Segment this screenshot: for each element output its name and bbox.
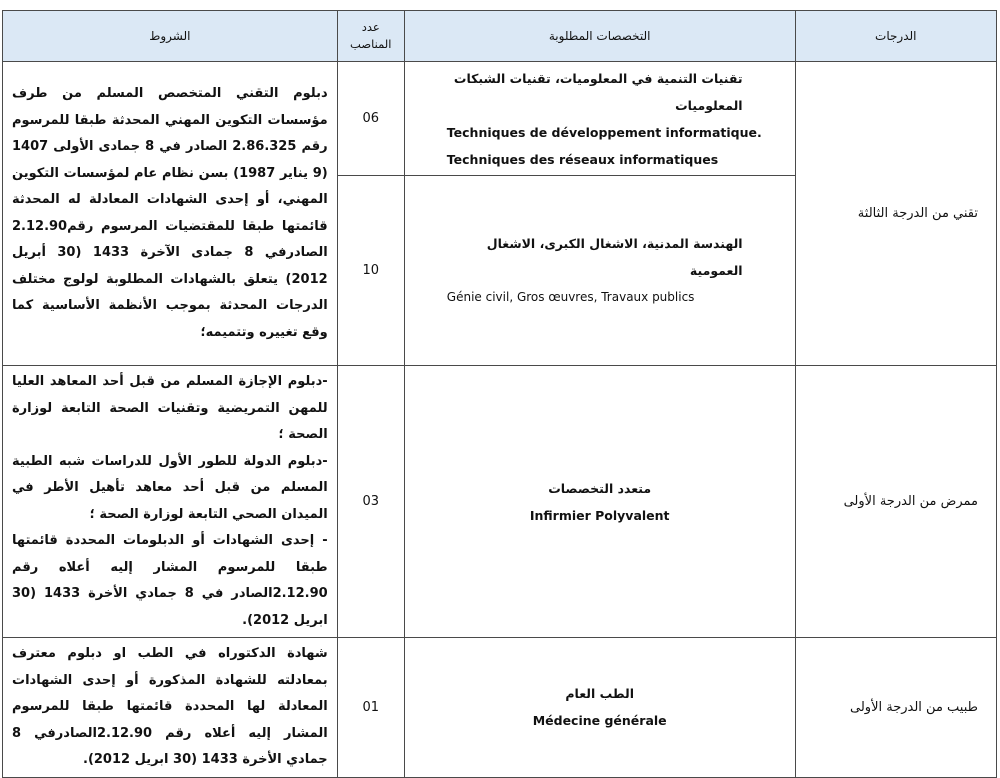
conditions-cell: [3, 638, 338, 778]
conditions-text: شهادة الدكتوراه في الطب او دبلوم معترف بمعادلته للشهادة المذكورة أو إحدى الشهادات المعادلة لها المحددة قائمتها طبقا للمرسوم المشار إليه أعلاه رقم 2.12.90الصادرفي 8 جمادي الأخرة 1433 (30 ابريل 2012).: [12, 646, 328, 767]
specialty-cell: [404, 62, 795, 176]
posts-cell: 10: [337, 176, 404, 366]
specialty-cell: [404, 366, 795, 638]
specialty-fr: Génie civil, Gros œuvres, Travaux publics: [446, 290, 695, 304]
grade-cell: طبيب من الدرجة الأولى: [795, 638, 996, 778]
conditions-text: دبلوم التقني المتخصص المسلم من طرف مؤسسات التكوين المهني المحدثة طبقا للمرسوم رقم 2.86.325 الصادر في 8 جمادى الأولى 1407 (9 يناير 1987) بسن نظام عام لمؤسسات التكوين المهني، أو إحدى الشهادات المعادلة له المحدثة قائمتها طبقا للمقتضيات المرسوم رقم2.12.90 الصادرفي 8 جمادى الآخرة 1433 (30 أبريل 2012) يتعلق بالشهادات المطلوبة لولوج مختلف الدرجات المحدثة بموجب الأنظمة الأساسية كما وقع تغييره وتتميمه؛: [12, 86, 328, 340]
header-posts-line2: المناصب: [350, 37, 392, 51]
positions-table: [2, 10, 997, 778]
posts-cell: 06: [337, 62, 404, 176]
positions-table-wrapper: [2, 10, 997, 778]
conditions-text: - إحدى الشهادات أو الدبلومات المحددة قائمتها طبقا للمرسوم المشار إليه أعلاه رقم 2.12.90الصادر في 8 جمادي الأخرة 1433 (30 ابريل 2012).: [12, 533, 328, 628]
specialty-ar: متعدد التخصصات: [548, 480, 652, 496]
table-header-row: [3, 11, 997, 62]
grade-cell: ممرض من الدرجة الأولى: [795, 366, 996, 638]
conditions-cell: [3, 62, 338, 366]
table-row: [3, 62, 997, 176]
specialty-ar: الطب العام: [565, 686, 634, 702]
specialty-cell: [404, 176, 795, 366]
header-conditions: الشروط: [3, 11, 338, 62]
specialty-fr: Techniques de développement informatique.: [446, 124, 762, 140]
conditions-cell: [3, 366, 338, 638]
specialty-ar: الهندسة المدنية، الاشغال الكبرى، الاشغال العمومية: [486, 236, 743, 278]
specialty-cell: [404, 638, 795, 778]
specialty-fr: Médecine générale: [532, 713, 667, 729]
header-grades: الدرجات: [795, 11, 996, 62]
specialty-fr: Techniques des réseaux informatiques: [446, 151, 719, 167]
posts-cell: 01: [337, 638, 404, 778]
conditions-text: -دبلوم الدولة للطور الأول للدراسات شبه الطبية المسلم من قبل أحد معاهد تأهيل الأطر في الميدان الصحي التابعة لوزارة الصحة ؛: [12, 453, 328, 522]
posts-cell: 03: [337, 366, 404, 638]
header-posts-line1: عدد: [361, 20, 380, 34]
table-row: [3, 638, 997, 778]
specialty-fr: Infirmier Polyvalent: [529, 507, 670, 523]
specialty-ar: تقنيات التنمية في المعلوميات، تقنيات الشبكات المعلوميات: [453, 70, 743, 113]
table-row: [3, 366, 997, 638]
header-specialties: التخصصات المطلوبة: [404, 11, 795, 62]
header-posts: [337, 11, 404, 62]
grade-cell: تقني من الدرجة الثالثة: [795, 62, 996, 366]
conditions-text: -دبلوم الإجازة المسلم من قبل أحد المعاهد العليا للمهن التمريضية وتقنيات الصحة التابعة لوزارة الصحة ؛: [12, 374, 328, 442]
